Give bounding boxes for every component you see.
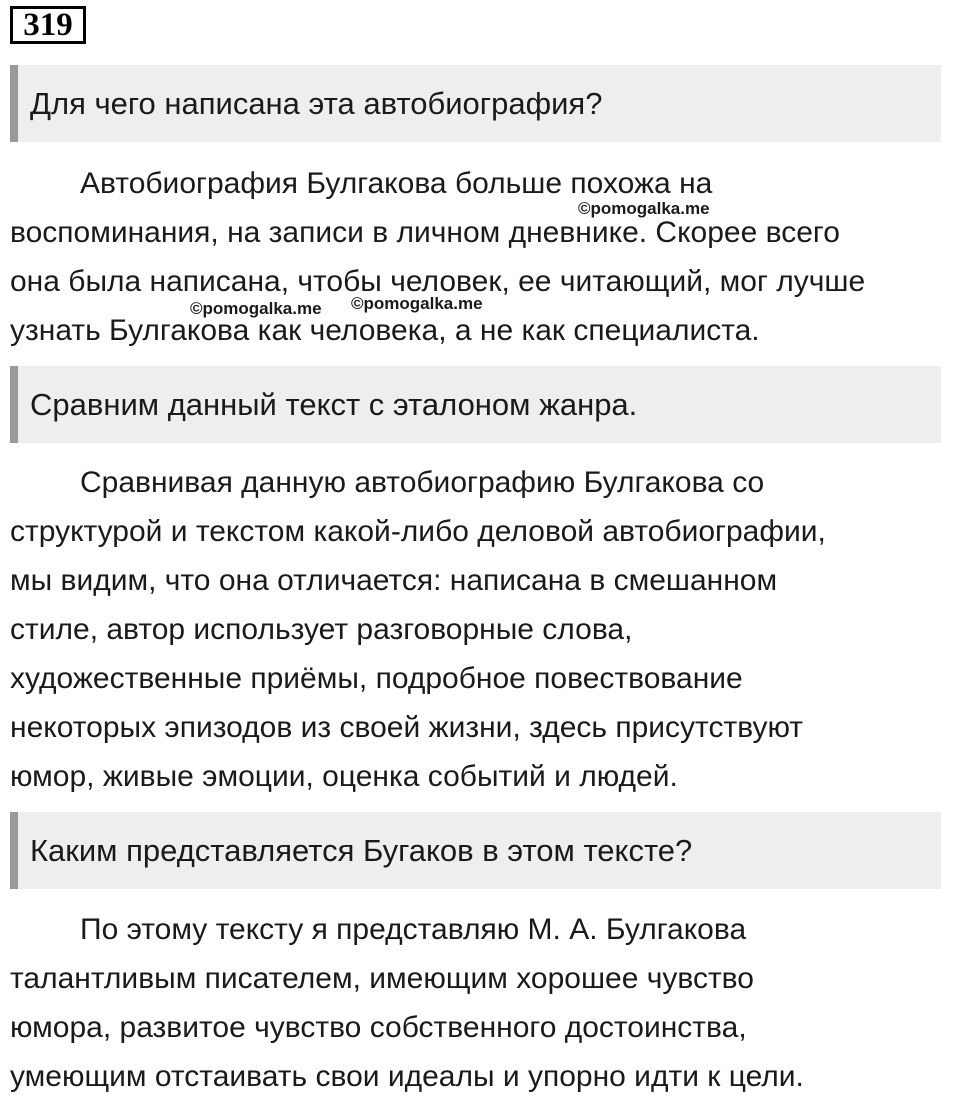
answer-2-line-3: мы видим, что она отличается: написана в смешанном bbox=[10, 564, 778, 597]
answer-2-line-7: юмор, живые эмоции, оценка событий и людей. bbox=[10, 760, 678, 793]
answer-3-line-2: талантливым писателем, имеющим хорошее чувство bbox=[10, 962, 754, 995]
question-1: Для чего написана эта автобиография? bbox=[10, 65, 941, 142]
answer-2-line-4: стиле, автор использует разговорные слова, bbox=[10, 613, 633, 646]
answer-1-line-2: воспоминания, на записи в личном дневнике. Скорее всего bbox=[10, 216, 840, 249]
watermark: ©pomogalka.me bbox=[578, 199, 710, 218]
answer-2 bbox=[10, 458, 955, 801]
answer-1 bbox=[10, 159, 955, 355]
answer-1-line-1: Автобиография Булгакова больше похожа на bbox=[80, 167, 713, 200]
answer-3-line-4: умеющим отстаивать свои идеалы и упорно идти к цели. bbox=[10, 1060, 804, 1093]
answer-3-line-3: юмора, развитое чувство собственного достоинства, bbox=[10, 1011, 747, 1044]
watermark: ©pomogalka.me bbox=[190, 299, 322, 318]
answer-3 bbox=[10, 905, 955, 1101]
answer-2-line-2: структурой и текстом какой-либо деловой автобиографии, bbox=[10, 515, 826, 548]
answer-2-line-6: некоторых эпизодов из своей жизни, здесь присутствуют bbox=[10, 711, 804, 744]
answer-1-line-4: узнать Булгакова как человека, а не как специалиста. bbox=[10, 314, 760, 347]
question-2: Сравним данный текст с эталоном жанра. bbox=[10, 366, 941, 443]
question-3: Каким представляется Бугаков в этом тексте? bbox=[10, 812, 941, 889]
answer-2-line-1: Сравнивая данную автобиографию Булгакова со bbox=[80, 466, 765, 499]
answer-3-line-1: По этому тексту я представляю М. А. Булгакова bbox=[80, 913, 747, 946]
answer-2-line-5: художественные приёмы, подробное повествование bbox=[10, 662, 743, 695]
answer-1-line-3: она была написана, чтобы человек, ее читающий, мог лучше bbox=[10, 265, 866, 298]
task-number: 319 bbox=[10, 6, 86, 44]
watermark: ©pomogalka.me bbox=[351, 294, 483, 313]
